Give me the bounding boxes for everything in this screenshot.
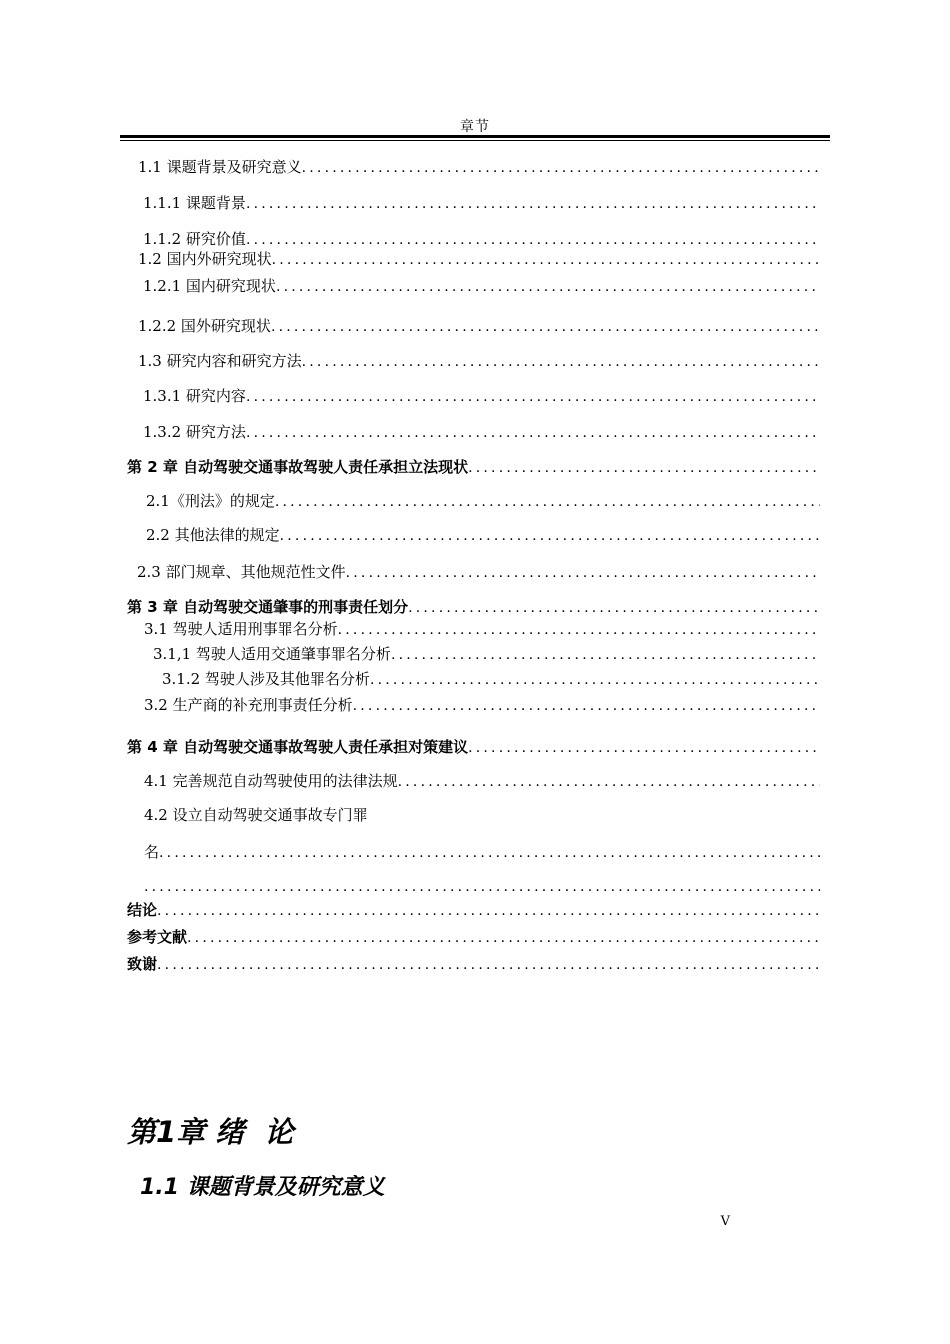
toc-leader-dots <box>276 276 820 298</box>
toc-leader-dots <box>275 491 820 513</box>
toc-leader-dots <box>346 562 820 584</box>
toc-entry-chapter[interactable] <box>127 926 820 948</box>
toc-entry[interactable] <box>146 490 820 512</box>
toc-entry-label: 第 3 章 自动驾驶交通肇事的刑事责任划分 <box>127 598 409 616</box>
toc-entry[interactable] <box>143 192 820 214</box>
toc-entry-label: 第 4 章 自动驾驶交通事故驾驶人责任承担对策建议 <box>127 738 469 756</box>
toc-entry[interactable] <box>143 228 820 250</box>
toc-entry-label: 2.2 其他法律的规定 <box>146 526 280 544</box>
toc-entry[interactable] <box>138 315 820 337</box>
toc-leader-dots <box>271 316 820 338</box>
toc-entry[interactable] <box>144 694 820 716</box>
toc-leader-dots <box>157 900 820 922</box>
toc-entry-chapter[interactable] <box>127 953 820 975</box>
toc-entry[interactable] <box>138 156 820 178</box>
toc-entry[interactable] <box>138 248 820 270</box>
toc-leader-dots <box>159 842 820 864</box>
toc-entry-label-wrapped[interactable]: 4.2 设立自动驾驶交通事故专门罪 <box>144 806 368 824</box>
toc-leader-dots <box>398 771 820 793</box>
toc-leader-dots <box>408 597 820 619</box>
toc-leader-dots <box>338 619 820 641</box>
toc-entry-label: 1.2.2 国外研究现状 <box>138 317 271 335</box>
toc-entry-label: 2.1《刑法》的规定 <box>146 492 275 510</box>
toc-leader-dots <box>280 525 820 547</box>
header-rule-thin <box>120 140 830 141</box>
toc-entry-label: 3.1,1 驾驶人适用交通肇事罪名分析 <box>153 645 391 663</box>
toc-leader-dots <box>144 876 820 898</box>
header-rule-thick <box>120 135 830 138</box>
toc-entry[interactable] <box>146 524 820 546</box>
toc-entry[interactable] <box>143 421 820 443</box>
toc-leader-dots <box>302 157 820 179</box>
toc-entry[interactable] <box>144 618 820 640</box>
toc-leader-dots <box>468 737 820 759</box>
toc-entry-chapter[interactable] <box>127 456 820 478</box>
toc-entry-label: 致谢 <box>127 955 158 973</box>
toc-entry-label: 3.1.2 驾驶人涉及其他罪名分析 <box>162 670 370 688</box>
toc-leader-dots <box>391 644 820 666</box>
page-number: V <box>720 1214 730 1229</box>
toc-leader-dots <box>246 422 820 444</box>
toc-leader-dots <box>272 249 820 271</box>
toc-entry-chapter[interactable] <box>127 736 820 758</box>
toc-entry[interactable] <box>143 275 820 297</box>
toc-entry-label: 1.3.1 研究内容 <box>143 387 246 405</box>
toc-entry-label: 参考文献 <box>127 928 188 946</box>
toc-entry-label: 4.1 完善规范自动驾驶使用的法律法规 <box>144 772 398 790</box>
toc-entry-label: 1.3.2 研究方法 <box>143 423 246 441</box>
toc-leader-dots <box>468 457 820 479</box>
toc-entry-label: 2.3 部门规章、其他规范性文件 <box>137 563 346 581</box>
toc-entry[interactable] <box>138 350 820 372</box>
toc-entry-label: 3.2 生产商的补充刑事责任分析 <box>144 696 353 714</box>
toc-entry[interactable] <box>137 561 820 583</box>
toc-entry-label: 3.1 驾驶人适用刑事罪名分析 <box>144 620 338 638</box>
toc-entry[interactable] <box>144 770 820 792</box>
toc-entry-label: 第 2 章 自动驾驶交通事故驾驶人责任承担立法现状 <box>127 458 469 476</box>
toc-leader-dots <box>302 351 820 373</box>
toc-entry-label: 1.1 课题背景及研究意义 <box>138 158 302 176</box>
running-header: 章节 <box>460 119 490 135</box>
toc-entry-chapter[interactable] <box>127 899 820 921</box>
toc-entry[interactable] <box>144 841 820 863</box>
toc-leader-dots <box>246 386 820 408</box>
toc-leader-dots <box>370 669 820 691</box>
toc-entry[interactable] <box>153 643 820 665</box>
section-heading: 1.1 课题背景及研究意义 <box>140 1175 385 1200</box>
toc-entry[interactable] <box>162 668 820 690</box>
toc-entry-label: 1.2.1 国内研究现状 <box>143 277 276 295</box>
toc-entry-label: 1.1.2 研究价值 <box>143 230 246 248</box>
toc-entry-label: 1.3 研究内容和研究方法 <box>138 352 302 370</box>
toc-entry-label: 1.2 国内外研究现状 <box>138 250 272 268</box>
toc-leader-dots <box>246 193 820 215</box>
toc-leader-dots <box>353 695 820 717</box>
toc-leader-dots <box>157 954 820 976</box>
chapter-heading: 第1章 绪 论 <box>127 1115 294 1149</box>
toc-entry-chapter[interactable] <box>127 596 820 618</box>
toc-entry[interactable] <box>144 876 820 898</box>
toc-entry-label: 结论 <box>127 901 158 919</box>
toc-entry-label: 1.1.1 课题背景 <box>143 194 246 212</box>
toc-entry[interactable] <box>143 385 820 407</box>
toc-entry-label: 名 <box>144 843 160 861</box>
toc-leader-dots <box>187 927 820 949</box>
